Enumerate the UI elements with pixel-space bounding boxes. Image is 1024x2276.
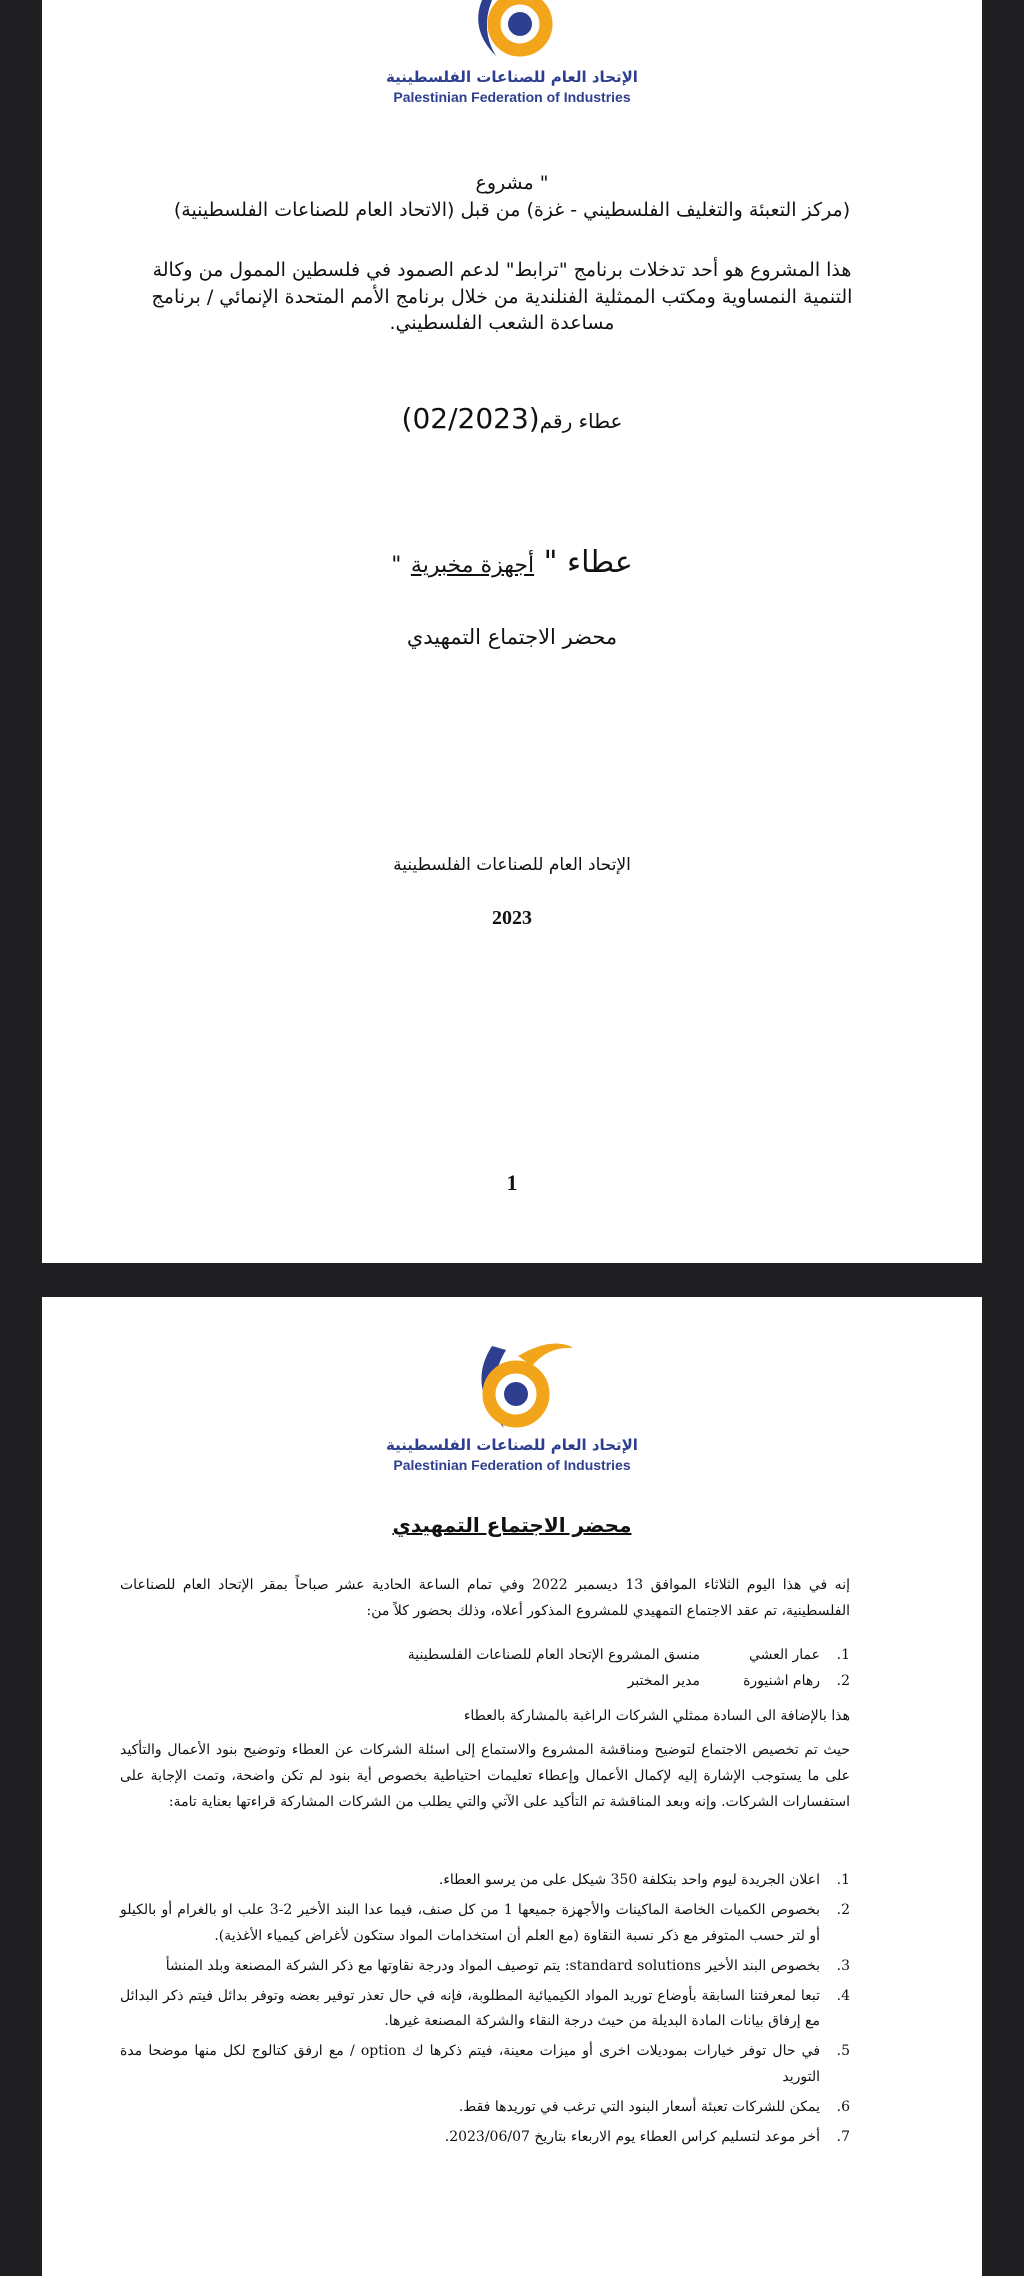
list-item — [120, 1954, 850, 1980]
list-item-number: 6. — [836, 2099, 850, 2116]
attendee-number: 2. — [836, 1672, 850, 1689]
list-item-number: 7. — [836, 2129, 850, 2146]
list-item-text: تبعا لمعرفتنا السابقة بأوضاع توريد المواد الكيميائية المطلوبة، فإنه في حال تعذر توفير بعضه وتوفر بدائل فيتم ذكر البدائل مع إرفاق بيانات المادة البديلة من حيث درجة النقاء والشركة المصنعة غيرها. — [120, 1987, 820, 2030]
tender-title-suffix: " — [391, 553, 402, 578]
logo — [42, 0, 982, 105]
intro-paragraph: إنه في هذا اليوم الثلاثاء الموافق 13 ديسمبر 2022 وفي تمام الساعة الحادية عشر صباحاً بمقر الإتحاد العام للصناعات الفلسطينية، تم عقد الاجتماع التمهيدي للمشروع المذكور أعلاه، وذلك بحضور كلاً من: — [120, 1577, 850, 1619]
attendee-name: رهام اشنيورة — [743, 1672, 820, 1689]
list-item-number: 3. — [836, 1957, 850, 1974]
attendee-name: عمار العشي — [749, 1647, 820, 1663]
tender-number-line — [42, 402, 982, 435]
document-page-2 — [42, 1297, 982, 2276]
tender-label: عطاء رقم — [539, 409, 623, 433]
project-description: هذا المشروع هو أحد تدخلات برنامج "ترابط" لدعم الصمود في فلسطين الممول من وكالة التنمية النمساوية ومكتب الممثلية الفنلندية من خلال برنامج الأمم المتحدة الإنمائي / برنامج مساعدة الشعب الفلسطيني. — [151, 259, 853, 335]
list-item — [120, 1984, 850, 2036]
federation-logo-icon — [452, 1332, 572, 1432]
list-item — [120, 1868, 850, 1894]
list-item-number: 1. — [836, 1872, 850, 1888]
tender-title — [42, 545, 982, 580]
logo-arabic-name: الإتحاد العام للصناعات الفلسطينية — [386, 1436, 638, 1454]
discussion-paragraph: حيث تم تخصيص الاجتماع لتوضيح ومناقشة المشروع والاستماع إلى اسئلة الشركات عن العطاء وتوضيح بنود الأعمال والتأكيد على ما يستوجب الإشارة إليه لإكمال الأعمال وإعطاء تعليمات احتياطية بخصوص أية بنود لم تكن واضحة، وتمت الإجابة على استفسارات الشركات. وإنه وبعد المناقشة تم التأكيد على الآتي والتي يطلب من الشركات المشاركة قراءتها بعناية تامة: — [120, 1742, 850, 1810]
attendee-role: منسق المشروع الإتحاد العام للصناعات الفلسطينية — [407, 1647, 700, 1663]
page-subtitle: محضر الاجتماع التمهيدي — [406, 625, 618, 649]
logo-english-name: Palestinian Federation of Industries — [393, 89, 631, 105]
attendee-row — [120, 1643, 850, 1669]
tender-title-name: أجهزة مخبرية — [410, 553, 535, 578]
list-item-text: اعلان الجريدة ليوم واحد بتكلفة 350 شيكل على من يرسو العطاء. — [438, 1872, 820, 1888]
logo-english-name: Palestinian Federation of Industries — [393, 1457, 631, 1473]
list-item-number: 4. — [836, 1987, 850, 2004]
list-item-text: في حال توفر خيارات بموديلات اخرى أو ميزات معينة، فيتم ذكرها ك option / مع ارفق كتالوج لكل منها موضحا مدة التوريد — [120, 2043, 821, 2086]
logo — [42, 1332, 982, 1473]
tender-number: (02/2023) — [401, 402, 540, 435]
points-list — [120, 1868, 850, 2155]
list-item — [120, 2095, 850, 2121]
attendee-role: مدير المختبر — [627, 1672, 700, 1689]
list-item-text: يمكن للشركات تعبئة أسعار البنود التي ترغب في توريدها فقط. — [458, 2099, 820, 2116]
tender-title-prefix: عطاء " — [543, 545, 633, 580]
document-page-1 — [42, 0, 982, 1263]
attendee-number: 1. — [836, 1647, 850, 1663]
minutes-heading: محضر الاجتماع التمهيدي — [392, 1513, 632, 1537]
logo-arabic-name: الإتحاد العام للصناعات الفلسطينية — [386, 68, 638, 86]
project-label: " مشروع — [475, 172, 549, 194]
project-line: (مركز التعبئة والتغليف الفلسطيني - غزة) من قبل (الاتحاد العام للصناعات الفلسطينية) — [173, 199, 851, 221]
page-number: 1 — [506, 1170, 518, 1195]
list-item — [120, 2125, 850, 2151]
addition-line: هذا بالإضافة الى السادة ممثلي الشركات الراغبة بالمشاركة بالعطاء — [463, 1708, 850, 1724]
list-item — [120, 2039, 850, 2091]
organization-name: الإتحاد العام للصناعات الفلسطينية — [393, 855, 631, 875]
year: 2023 — [492, 907, 532, 929]
attendee-row — [120, 1669, 850, 1695]
list-item-text: أخر موعد لتسليم كراس العطاء يوم الاربعاء بتاريخ 2023/06/07. — [444, 2129, 820, 2146]
list-item-number: 5. — [836, 2043, 850, 2060]
federation-logo-icon — [462, 0, 562, 64]
list-item-text: بخصوص البند الأخير standard solutions: يتم توصيف المواد ودرجة نقاوتها مع ذكر الشركة المصنعة وبلد المنشأ — [165, 1957, 820, 1974]
list-item-text: بخصوص الكميات الخاصة الماكينات والأجهزة جميعها 1 من كل صنف، فيما عدا البند الأخير 2-3 علب او بالغرام أو بالكيلو أو لتر حسب المتوفر مع ذكر نسبة النقاوة (مع العلم أن استخدامات المواد ستكون لأغراض كيمياء الأغذية). — [120, 1901, 820, 1944]
list-item-number: 2. — [836, 1901, 850, 1918]
attendees-list — [120, 1643, 850, 1695]
list-item — [120, 1898, 850, 1950]
